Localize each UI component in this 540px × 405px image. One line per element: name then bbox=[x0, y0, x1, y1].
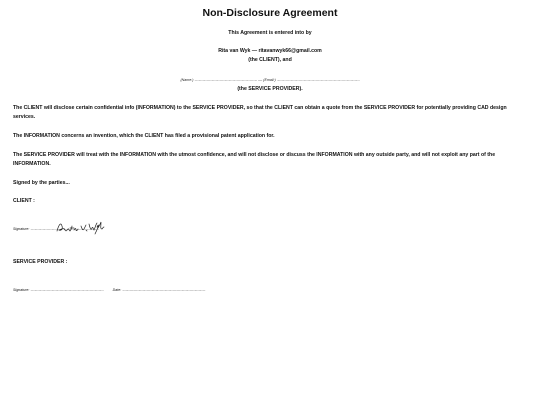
provider-email-label: (Email:) bbox=[263, 78, 276, 82]
paragraph-signed: Signed by the parties... bbox=[13, 180, 70, 186]
provider-name-label: (Name:) bbox=[180, 78, 194, 82]
client-signature-label: Signature: bbox=[13, 227, 30, 231]
document-title: Non-Disclosure Agreement bbox=[202, 7, 338, 19]
provider-signature-field[interactable]: .......................................................................................... bbox=[30, 287, 104, 292]
provider-separator: — bbox=[258, 77, 263, 82]
paragraph-confidentiality: The SERVICE PROVIDER will treat with the INFORMATION with the utmost confidence, and will not disclose or discuss the INFORMATION with any outside party, and will not exploit any part of the INFORMATION. bbox=[13, 152, 496, 167]
provider-signature-row bbox=[13, 287, 205, 292]
provider-email-field[interactable]: ...................................................................................................... bbox=[276, 77, 360, 82]
paragraph-disclosure: The CLIENT will disclose certain confidential info (INFORMATION) to the SERVICE PROVIDER, so that the CLIENT can obtain a quote from the SERVICE PROVIDER for potentially providing CAD design services. bbox=[13, 105, 507, 120]
provider-signature-label: Signature: bbox=[13, 288, 30, 292]
provider-date-field[interactable]: ...................................................................................................... bbox=[122, 287, 206, 292]
client-identity: Rita van Wyk — ritavanwyk66@gmail.com bbox=[218, 48, 322, 54]
provider-name-field[interactable]: ............................................................................. bbox=[194, 77, 258, 82]
intro-line: This Agreement is entered into by bbox=[228, 30, 312, 36]
provider-heading: SERVICE PROVIDER : bbox=[13, 259, 68, 265]
client-signature-field[interactable]: .................................................................................... bbox=[30, 226, 99, 231]
paragraph-invention: The INFORMATION concerns an invention, which the CLIENT has filed a provisional patent application for. bbox=[13, 133, 275, 139]
provider-fields bbox=[0, 77, 540, 82]
provider-role: (the SERVICE PROVIDER). bbox=[237, 86, 303, 92]
client-signature-image bbox=[55, 218, 105, 236]
client-role: (the CLIENT), and bbox=[248, 57, 292, 63]
client-heading: CLIENT : bbox=[13, 198, 35, 204]
provider-date-label: Date: bbox=[112, 288, 122, 292]
